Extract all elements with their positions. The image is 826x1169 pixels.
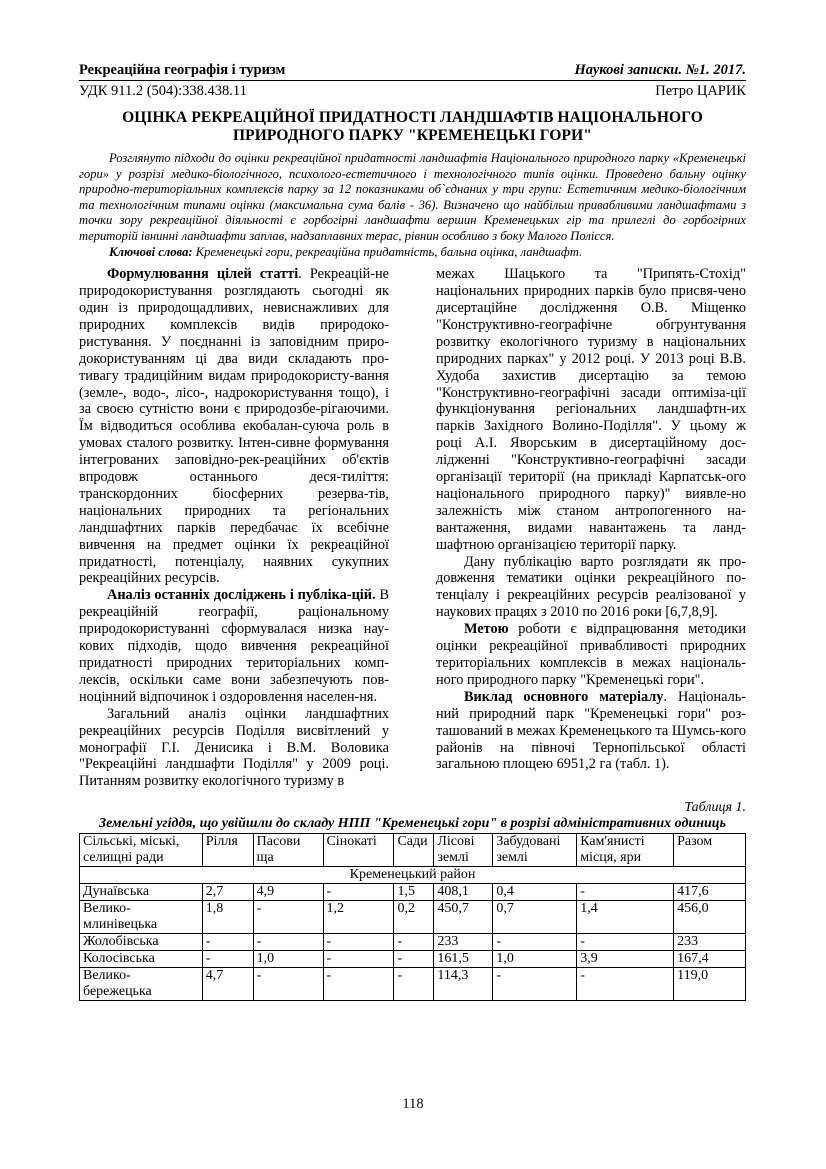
table-header-cell: Забудовані землі	[493, 834, 577, 867]
table-cell: 456,0	[674, 901, 746, 934]
title-line-2: ПРИРОДНОГО ПАРКУ "КРЕМЕНЕЦЬКІ ГОРИ"	[233, 127, 592, 144]
table-cell: 408,1	[434, 884, 493, 901]
table-cell: Велико-бережецька	[80, 968, 203, 1001]
table-cell: 1,0	[253, 951, 323, 968]
journal-section: Рекреаційна географія і туризм	[79, 62, 286, 78]
table-cell: 1,0	[493, 951, 577, 968]
paragraph-text: . Рекреацій-не природокористування розглядають сьогодні як один із природощадливих, невиснажливих для природних комплексів видів природоко-ристування. У поєднанні із заповідним приро-докористуванням ці два види складають про-тивагу традиційним видам природокористу-вання (земле-, водо-, лісо-, надрокористування тощо), і за своєю сутністю вони є природозбе-рігаючими. Їм відводиться особлива екобалан-суюча роль в умовах сталого розвитку. Інтен-сивне формування інтегрованих заповідно-рек-реаційних об'єктів впродовж останнього деся-тиліття: транскордонних біосферних резерва-тів, національних природних та регіональних ландшафтних парків передбачає їх всебічне вивчення на предмет оцінки їх рекреаційної придатності, потенціалу, наявних сукупних рекреаційних ресурсів.	[79, 266, 389, 587]
article-title	[79, 109, 746, 145]
paragraph	[79, 266, 389, 587]
table-header-cell: Сади	[394, 834, 434, 867]
table-cell: 114,3	[434, 968, 493, 1001]
table-cell: -	[394, 951, 434, 968]
paper-page	[79, 62, 746, 1001]
table-row	[80, 951, 746, 968]
section-heading: Метою	[464, 621, 509, 638]
table-cell: -	[394, 934, 434, 951]
table-row	[80, 884, 746, 901]
table-cell: -	[253, 968, 323, 1001]
author-name: Петро ЦАРИК	[655, 83, 746, 99]
table-cell: 233	[674, 934, 746, 951]
table-header-cell: Кам'янисті місця, яри	[577, 834, 674, 867]
section-heading: Формулювання цілей статті	[107, 266, 299, 283]
table-cell: Колосівська	[80, 951, 203, 968]
table-cell: -	[323, 884, 394, 901]
left-column	[79, 266, 389, 790]
table-cell: 4,9	[253, 884, 323, 901]
table-cell: 4,7	[202, 968, 253, 1001]
table-header-cell: Рілля	[202, 834, 253, 867]
table-cell: -	[394, 968, 434, 1001]
table-cell: -	[323, 951, 394, 968]
paragraph: межах Шацького та "Припять-Стохід" національних природних парків було присвя-чено дисертаційне дослідження О.В. Міщенко "Конструктивно-географічне обгрунтування розвитку екологічного туризму в національних природних парках" у 2012 році. У 2013 році В.В. Худоба захистив дисертацію за темою "Конструктивно-географічні засади оптиміза-ції функціонування регіональних ландшафтн-их парків Західного Волино-Поділля". У цьому ж році А.І. Яворським в дисертаційному дос-лідженні "Конструктивно-географічні засади організації території (на прикладі Карпатськ-ого національного природного парку)" виявле-но залежність між станом антропогенного на-вантаження, видами навантажень та ланд-шафтною організацією території парку.	[436, 266, 746, 553]
table-header-cell: Сінокаті	[323, 834, 394, 867]
table-cell: 1,4	[577, 901, 674, 934]
table-header-cell: Сільські, міські, селищні ради	[80, 834, 203, 867]
land-table	[79, 833, 746, 1001]
table-cell: 0,4	[493, 884, 577, 901]
paragraph-text: В рекреаційній географії, раціональному природокористуванні сформувалася низка нау-кових підходів, щодо вивчення рекреаційної придатності природних територіальних комп-лексів, оскільки саме вони забезпечують пов-ноцінний відпочинок і оздоровлення населен-ня.	[79, 587, 389, 705]
table-cell: 0,2	[394, 901, 434, 934]
paragraph-text: . Національ-ний природний парк "Кременецькі гори" роз-ташований в межах Кременецького та Шумсь-кого районів на півночі Тернопільської області загальною площею 6951,2 га (табл. 1).	[436, 688, 746, 773]
table-cell: 161,5	[434, 951, 493, 968]
table-caption: Земельні угіддя, що увійшли до складу НПП "Кременецькі гори" в розрізі адміністративних одиниць	[99, 816, 726, 832]
table-cell: -	[323, 968, 394, 1001]
title-line-1: ОЦІНКА РЕКРЕАЦІЙНОЇ ПРИДАТНОСТІ ЛАНДШАФТІВ НАЦІОНАЛЬНОГО	[122, 109, 703, 126]
district-cell: Кременецький район	[80, 867, 746, 884]
table-cell: 119,0	[674, 968, 746, 1001]
table-cell: 1,2	[323, 901, 394, 934]
table-cell: -	[202, 951, 253, 968]
table-row	[80, 901, 746, 934]
table-cell: -	[323, 934, 394, 951]
table-cell: -	[577, 934, 674, 951]
table-cell: 3,9	[577, 951, 674, 968]
table-cell: -	[577, 968, 674, 1001]
table-cell: 450,7	[434, 901, 493, 934]
table-cell: 2,7	[202, 884, 253, 901]
table-cell: Жолобівська	[80, 934, 203, 951]
table-cell: 417,6	[674, 884, 746, 901]
table-cell: Велико-млинівецька	[80, 901, 203, 934]
table-cell: -	[493, 968, 577, 1001]
page-number: 118	[402, 1096, 424, 1112]
abstract: Розглянуто підходи до оцінки рекреаційної придатності ландшафтів Національного природного парку «Кременецькі гори» у розрізі медико-біологічного, психолого-естетичного і технологічного типів оцінки. Проведено бальну оцінку природно-територіальних комплексів парку за 12 показниками об`єднаних у три групи: Естетичним медико-біологічним та технологічним типами оцінки (максимальна сума балів - 36). Визначено що найбільш привабливими ландшафтами з точки зору рекреаційної діяльності є горбогірні ландшафти вершин Кременецьких гір та прилеглі до горбогірних територій івнинні ландшафти заплав, надзаплавних терас, рівнин особливо з боку Малого Полісся.	[79, 151, 746, 243]
paragraph-text: роботи є відпрацювання методики оцінки рекреаційної привабливості природних територіальних комплексів в межах національ-ного природного парку "Кременецькі гори".	[436, 621, 746, 688]
table-cell: 1,8	[202, 901, 253, 934]
paragraph	[79, 587, 389, 705]
udk-line	[79, 83, 746, 100]
table-row	[80, 968, 746, 1001]
table-cell: 1,5	[394, 884, 434, 901]
table-cell: 0,7	[493, 901, 577, 934]
udk-code: УДК 911.2 (504):338.438.11	[79, 83, 247, 99]
table-cell: -	[577, 884, 674, 901]
section-heading: Виклад основного матеріалу	[464, 688, 664, 705]
journal-issue: Наукові записки. №1. 2017.	[574, 62, 746, 78]
keywords	[79, 245, 746, 261]
district-row	[80, 867, 746, 884]
table-cell: -	[253, 901, 323, 934]
table-row	[80, 934, 746, 951]
table-header-cell: Лісові землі	[434, 834, 493, 867]
table-cell: -	[493, 934, 577, 951]
section-heading: Аналіз останніх досліджень і публіка-цій.	[107, 587, 376, 604]
body-columns	[79, 266, 746, 790]
running-header	[79, 62, 746, 81]
paragraph: Дану публікацію варто розглядати як про-довження тематики оцінки рекреаційного по-тенціалу і рекреаційних ресурсів реалізованої у наукових працях з 2010 по 2016 роки [6,7,8,9].	[436, 553, 746, 621]
paragraph: Загальний аналіз оцінки ландшафтних рекреаційних ресурсів Поділля висвітлений у монографії Г.І. Денисика і В.М. Воловика "Рекреаційні ландшафти Поділля" у 2009 році. Питанням розвитку екологічного туризму в	[79, 705, 389, 790]
table-cell: 167,4	[674, 951, 746, 968]
table-cell: -	[253, 934, 323, 951]
paragraph	[436, 621, 746, 689]
paragraph	[436, 689, 746, 774]
table-header-cell: Пасови ща	[253, 834, 323, 867]
table-number: Таблиця 1.	[684, 800, 746, 816]
right-column	[436, 266, 746, 790]
table-cell: 233	[434, 934, 493, 951]
keywords-text: Кременецькі гори, рекреаційна придатність, бальна оцінка, ландшафт.	[192, 244, 583, 259]
table-header-row	[80, 834, 746, 867]
table-cell: Дунаївська	[80, 884, 203, 901]
keywords-label: Ключові слова:	[109, 244, 193, 259]
table-header-cell: Разом	[674, 834, 746, 867]
table-cell: -	[202, 934, 253, 951]
